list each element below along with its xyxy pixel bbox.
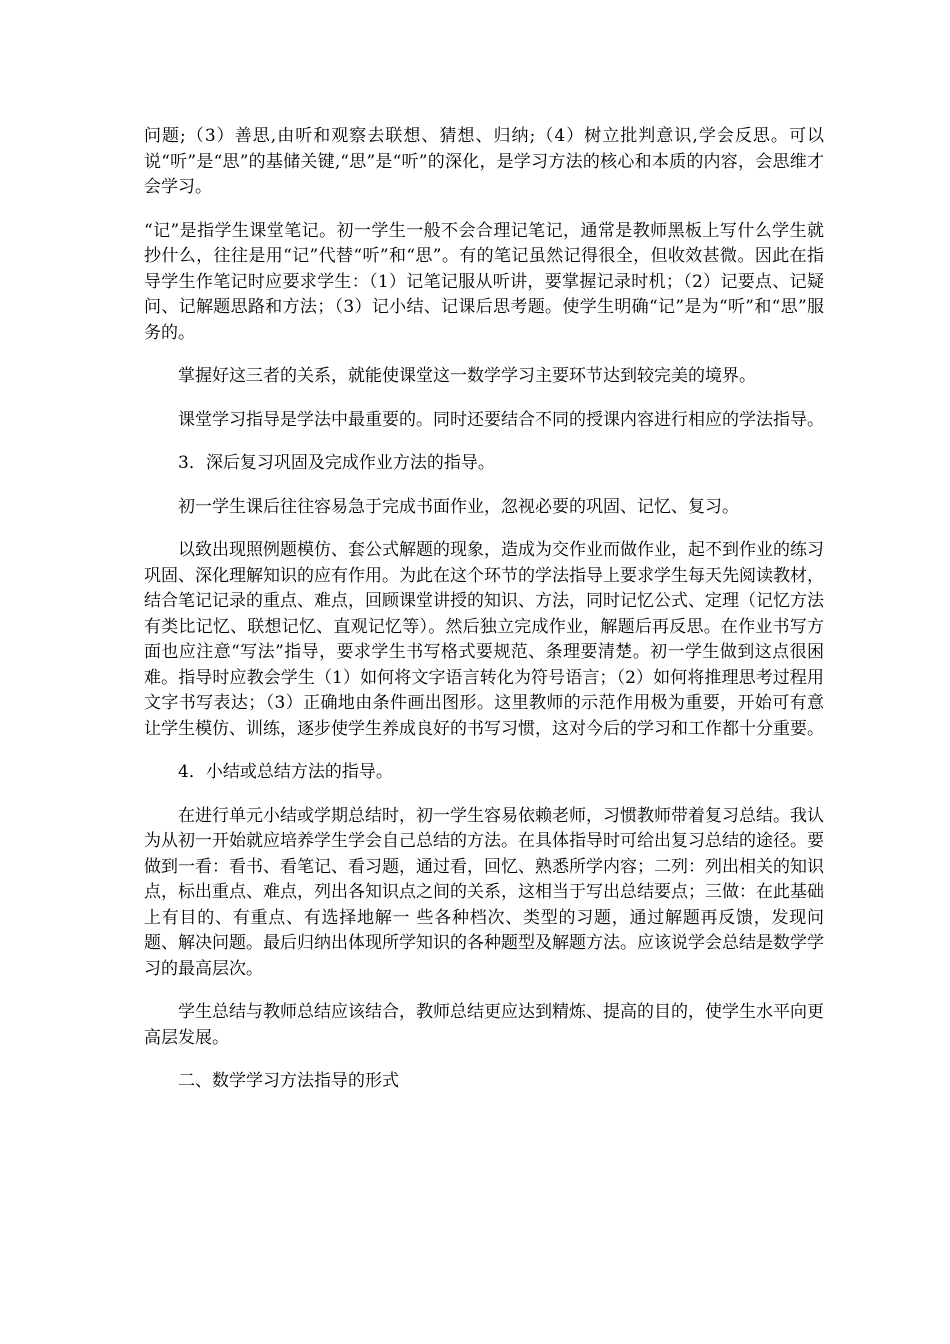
- heading-review-homework: 3．深后复习巩固及完成作业方法的指导。: [178, 453, 495, 473]
- paragraph-classroom-guidance: 课堂学习指导是学法中最重要的。同时还要结合不同的授课内容进行相应的学法指导。: [178, 409, 824, 430]
- document-body: [144, 124, 824, 1113]
- heading-guidance-forms: 二、数学学习方法指导的形式: [178, 1071, 399, 1091]
- paragraph-listen-think: 问题;（3）善思,由听和观察去联想、猜想、归纳;（4）树立批判意识,学会反思。可以说“听”是“思”的基储关键,“思”是“听”的深化，是学习方法的核心和本质的内容，会思维才会学习。: [144, 126, 824, 197]
- paragraph-homework-guidance: 以致出现照例题模仿、套公式解题的现象，造成为交作业而做作业，起不到作业的练习巩固、深化理解知识的应有作用。为此在这个环节的学法指导上要求学生每天先阅读教材，结合笔记记录的重点、难点，回顾课堂讲授的知识、方法，同时记忆公式、定理（记忆方法有类比记忆、联想记忆、直观记忆等）。然后独立完成作业，解题后再反思。在作业书写方面也应注意“写法”指导，要求学生书写格式要规范、条理要清楚。初一学生做到这点很困难。指导时应教会学生（1）如何将文字语言转化为符号语言；（2）如何将推理思考过程用文字书写表达；（3）正确地由条件画出图形。这里教师的示范作用极为重要，开始可有意让学生模仿、训练，逐步使学生养成良好的书写习惯，这对今后的学习和工作都十分重要。: [144, 540, 824, 739]
- heading-summary-method: 4．小结或总结方法的指导。: [178, 762, 393, 782]
- paragraph-summary-guidance: 在进行单元小结或学期总结时，初一学生容易依赖老师，习惯教师带着复习总结。我认为从初一开始就应培养学生学会自己总结的方法。在具体指导时可给出复习总结的途径。要做到一看：看书、看笔记、看习题，通过看，回忆、熟悉所学内容；二列：列出相关的知识点，标出重点、难点，列出各知识点之间的关系，这相当于写出总结要点；三做：在此基础上有目的、有重点、有选择地解一 些各种档次、类型的习题，通过解题再反馈，发现问题、解决问题。最后归纳出体现所学知识的各种题型及解题方法。应该说学会总结是数学学习的最高层次。: [144, 805, 824, 979]
- paragraph-after-class: 初一学生课后往往容易急于完成书面作业，忽视必要的巩固、记忆、复习。: [178, 496, 739, 517]
- paragraph-combined-summary: 学生总结与教师总结应该结合，教师总结更应达到精炼、提高的目的，使学生水平向更高层发展。: [144, 1002, 824, 1048]
- paragraph-master-relation: 掌握好这三者的关系，就能使课堂这一数学学习主要环节达到较完美的境界。: [178, 366, 756, 386]
- paragraph-notes: “记”是指学生课堂笔记。初一学生一般不会合理记笔记，通常是教师黑板上写什么学生就抄什么，往往是用“记”代替“听”和“思”。有的笔记虽然记得很全，但收效甚微。因此在指导学生作笔记时应要求学生：（1）记笔记服从听讲，要掌握记录时机；（2）记要点、记疑问、记解题思路和方法；（3）记小结、记课后思考题。使学生明确“记”是为“听”和“思”服务的。: [144, 220, 824, 343]
